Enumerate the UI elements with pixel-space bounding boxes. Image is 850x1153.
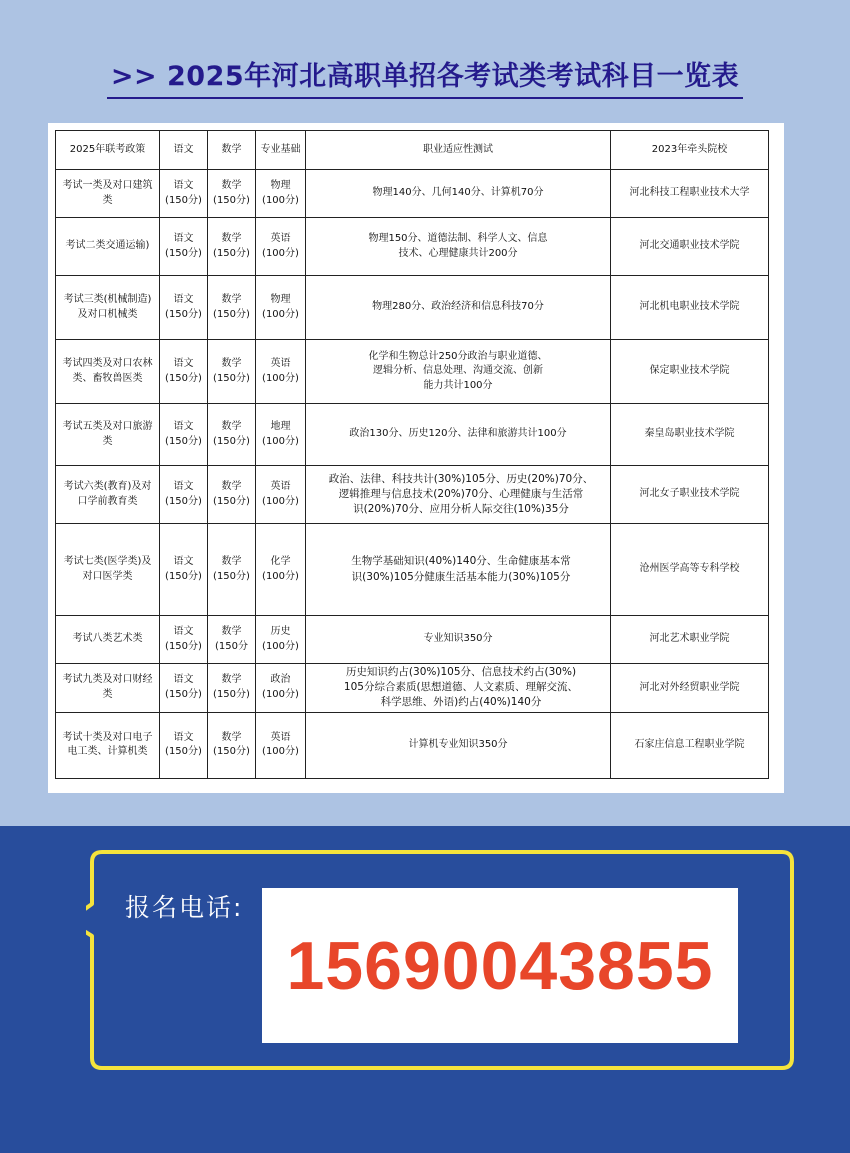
phone-number: 15690043855 (286, 928, 714, 1004)
row-base: 历史 (100分) (256, 616, 306, 664)
row-test: 政治、法律、科技共计(30%)105分、历史(20%)70分、 逻辑推理与信息技术(20%)70分、心理健康与生活常 识(20%)70分、应用分析人际交往(10%)35分 (306, 466, 611, 524)
table-row (56, 276, 769, 340)
page-title-wrap (0, 54, 850, 98)
header-base: 专业基础 (256, 131, 306, 170)
row-test: 历史知识约占(30%)105分、信息技术约占(30%) 105分综合素质(思想道德、人文素质、理解交流、 科学思维、外语)约占(40%)140分 (306, 664, 611, 713)
row-category: 考试二类交通运输) (56, 218, 160, 276)
row-math: 数学 (150分) (208, 524, 256, 616)
row-chinese: 语文 (150分) (160, 218, 208, 276)
row-chinese: 语文 (150分) (160, 276, 208, 340)
row-chinese: 语文 (150分) (160, 340, 208, 404)
row-category: 考试三类(机械制造) 及对口机械类 (56, 276, 160, 340)
table-row (56, 404, 769, 466)
row-category: 考试六类(教育)及对 口学前教育类 (56, 466, 160, 524)
row-chinese: 语文 (150分) (160, 616, 208, 664)
row-test: 生物学基础知识(40%)140分、生命健康基本常 识(30%)105分健康生活基本能力(30%)105分 (306, 524, 611, 616)
subjects-sheet (48, 123, 784, 793)
row-test: 物理140分、几何140分、计算机70分 (306, 170, 611, 218)
row-math: 数学 (150分) (208, 404, 256, 466)
row-math: 数学 (150分 (208, 616, 256, 664)
table-row (56, 466, 769, 524)
row-test: 物理150分、道德法制、科学人文、信息 技术、心理健康共计200分 (306, 218, 611, 276)
row-base: 英语 (100分) (256, 218, 306, 276)
header-test: 职业适应性测试 (306, 131, 611, 170)
row-category: 考试五类及对口旅游 类 (56, 404, 160, 466)
row-chinese: 语文 (150分) (160, 170, 208, 218)
row-school: 沧州医学高等专科学校 (611, 524, 769, 616)
page-title: >> 2025年河北高职单招各考试类考试科目一览表 (107, 54, 743, 99)
table-row (56, 218, 769, 276)
row-chinese: 语文 (150分) (160, 664, 208, 713)
row-math: 数学 (150分) (208, 170, 256, 218)
table-header-row (56, 131, 769, 170)
row-test: 物理280分、政治经济和信息科技70分 (306, 276, 611, 340)
row-base: 地理 (100分) (256, 404, 306, 466)
row-category: 考试九类及对口财经 类 (56, 664, 160, 713)
row-math: 数学 (150分) (208, 276, 256, 340)
table-row (56, 340, 769, 404)
row-category: 考试四类及对口农林 类、畜牧兽医类 (56, 340, 160, 404)
row-category: 考试七类(医学类)及 对口医学类 (56, 524, 160, 616)
row-base: 政治 (100分) (256, 664, 306, 713)
row-category: 考试八类艺术类 (56, 616, 160, 664)
row-chinese: 语文 (150分) (160, 404, 208, 466)
row-school: 石家庄信息工程职业学院 (611, 712, 769, 778)
row-math: 数学 (150分) (208, 218, 256, 276)
header-math: 数学 (208, 131, 256, 170)
header-chinese: 语文 (160, 131, 208, 170)
row-category: 考试十类及对口电子 电工类、计算机类 (56, 712, 160, 778)
row-base: 物理 (100分) (256, 276, 306, 340)
row-chinese: 语文 (150分) (160, 712, 208, 778)
table-row (56, 524, 769, 616)
row-base: 英语 (100分) (256, 340, 306, 404)
row-base: 英语 (100分) (256, 712, 306, 778)
row-school: 河北对外经贸职业学院 (611, 664, 769, 713)
row-test: 政治130分、历史120分、法律和旅游共计100分 (306, 404, 611, 466)
row-school: 河北交通职业技术学院 (611, 218, 769, 276)
row-math: 数学 (150分) (208, 664, 256, 713)
table-row (56, 664, 769, 713)
row-school: 河北女子职业技术学院 (611, 466, 769, 524)
subjects-table (55, 130, 769, 779)
table-row (56, 616, 769, 664)
row-school: 保定职业技术学院 (611, 340, 769, 404)
row-math: 数学 (150分) (208, 340, 256, 404)
table-row (56, 712, 769, 778)
row-math: 数学 (150分) (208, 466, 256, 524)
row-math: 数学 (150分) (208, 712, 256, 778)
header-school: 2023年牵头院校 (611, 131, 769, 170)
row-school: 河北科技工程职业技术大学 (611, 170, 769, 218)
phone-label: 报名电话: (125, 893, 244, 922)
row-test: 化学和生物总计250分政治与职业道德、 逻辑分析、信息处理、沟通交流、创新 能力共计100分 (306, 340, 611, 404)
row-test: 计算机专业知识350分 (306, 712, 611, 778)
row-school: 秦皇岛职业技术学院 (611, 404, 769, 466)
row-base: 英语 (100分) (256, 466, 306, 524)
row-test: 专业知识350分 (306, 616, 611, 664)
table-row (56, 170, 769, 218)
row-base: 物理 (100分) (256, 170, 306, 218)
row-chinese: 语文 (150分) (160, 466, 208, 524)
row-chinese: 语文 (150分) (160, 524, 208, 616)
row-base: 化学 (100分) (256, 524, 306, 616)
row-school: 河北艺术职业学院 (611, 616, 769, 664)
row-category: 考试一类及对口建筑类 (56, 170, 160, 218)
row-school: 河北机电职业技术学院 (611, 276, 769, 340)
header-policy: 2025年联考政策 (56, 131, 160, 170)
phone-box (262, 888, 738, 1043)
table-body (56, 170, 769, 779)
